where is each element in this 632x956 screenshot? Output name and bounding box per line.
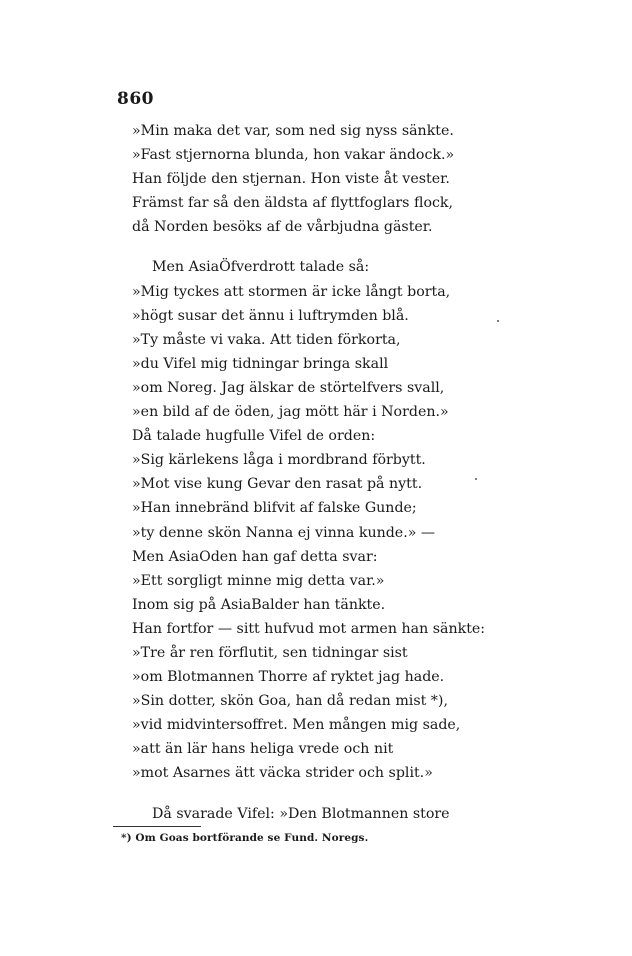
- print-speck: [497, 320, 499, 322]
- stanza-3: [132, 802, 552, 826]
- verse-line: »Ett sorgligt minne mig detta var.»: [132, 572, 385, 589]
- footnote: *) Om Goas bortförande se Fund. Noregs.: [121, 832, 369, 844]
- verse-line: »Tre år ren förflutit, sen tidningar sist: [132, 644, 408, 661]
- verse-line: »Mig tyckes att stormen är icke långt borta,: [132, 283, 451, 300]
- verse-line: »en bild af de öden, jag mött här i Norden.»: [132, 404, 449, 421]
- verse-line: »ty denne skön Nanna ej vinna kunde.» —: [132, 524, 436, 541]
- poem-text: [132, 119, 552, 826]
- verse-line: Men AsiaÖfverdrott talade så:: [152, 259, 370, 276]
- verse-line: »om Blotmannen Thorre af ryktet jag hade.: [132, 669, 445, 686]
- stanza-2: [132, 255, 552, 785]
- verse-line: »Han innebränd blifvit af falske Gunde;: [132, 500, 417, 517]
- verse-line: »Fast stjernorna blunda, hon vakar ändock.»: [132, 147, 455, 164]
- verse-line: »Sin dotter, skön Goa, han då redan mist *),: [132, 693, 448, 710]
- verse-line: »Ty måste vi vaka. Att tiden förkorta,: [132, 331, 401, 348]
- verse-line: Då svarade Vifel: »Den Blotmannen store: [152, 805, 450, 822]
- footnote-divider: [113, 826, 201, 827]
- verse-line: »vid midvintersoffret. Men mången mig sade,: [132, 717, 461, 734]
- verse-line: Han följde den stjernan. Hon viste åt vester.: [132, 171, 450, 188]
- verse-line: »Sig kärlekens låga i mordbrand förbytt.: [132, 452, 426, 469]
- stanza-1: [132, 119, 552, 239]
- verse-line: då Norden besöks af de vårbjudna gäster.: [132, 219, 433, 236]
- verse-line: Men AsiaOden han gaf detta svar:: [132, 548, 378, 565]
- verse-line: Han fortfor — sitt hufvud mot armen han sänkte:: [132, 620, 486, 637]
- verse-line: »du Vifel mig tidningar bringa skall: [132, 355, 389, 372]
- verse-line: Inom sig på AsiaBalder han tänkte.: [132, 596, 386, 613]
- verse-line: »om Noreg. Jag älskar de störtelfvers svall,: [132, 379, 445, 396]
- print-speck: [475, 478, 477, 480]
- verse-line: »Min maka det var, som ned sig nyss sänkte.: [132, 123, 454, 139]
- verse-line: Då talade hugfulle Vifel de orden:: [132, 428, 376, 445]
- verse-line: »Mot vise kung Gevar den rasat på nytt.: [132, 476, 423, 493]
- verse-line: »mot Asarnes ätt väcka strider och split.»: [132, 765, 433, 782]
- verse-line: »högt susar det ännu i luftrymden blå.: [132, 307, 409, 324]
- page-number: 860: [117, 89, 154, 109]
- verse-line: »att än lär hans heliga vrede och nit: [132, 741, 394, 758]
- verse-line: Främst far så den äldsta af flyttfoglars flock,: [132, 195, 454, 212]
